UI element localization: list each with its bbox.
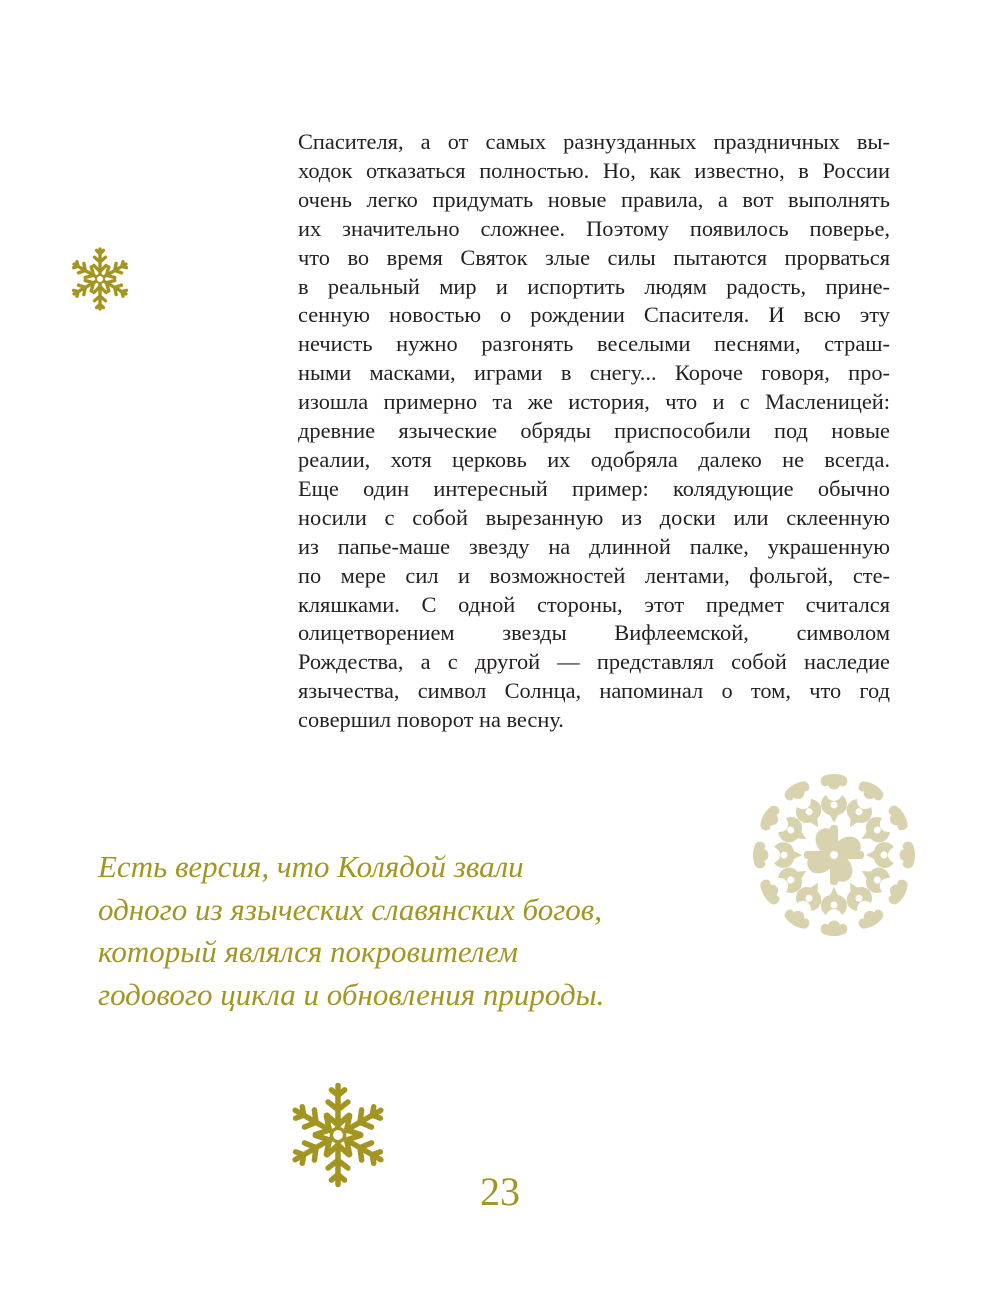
snowflake-icon — [283, 1080, 393, 1190]
body-line: из папье-маше звезду на длинной палке, украшенную — [298, 533, 890, 559]
body-line: очень легко придумать новые правила, а вот выполнять — [298, 186, 890, 212]
body-line: Рождества, а с другой — представлял собой наследие — [298, 649, 890, 675]
body-line: Еще один интересный пример: колядующие обычно — [298, 475, 890, 501]
body-line: их значительно сложнее. Поэтому появилось поверье, — [298, 215, 890, 241]
body-line: изошла примерно та же история, что и с Масленицей: — [298, 389, 890, 415]
quote-line: который являлся покровителем — [98, 934, 518, 969]
body-line: сенную новостью о рождении Спасителя. И всю эту — [298, 302, 890, 328]
body-line: Спасителя, а от самых разнузданных праздничных вы- — [298, 129, 890, 154]
body-line: по мере сил и возможностей лентами, фольгой, сте- — [298, 562, 890, 588]
quote-line: годового цикла и обновления природы. — [98, 976, 605, 1012]
body-line: ными масками, играми в снегу... Короче говоря, про- — [298, 360, 890, 386]
body-line: реалии, хотя церковь их одобряла далеко не всегда. — [298, 446, 890, 472]
round-ornament-icon — [752, 773, 916, 937]
body-line: носили с собой вырезанную из доски или склеенную — [298, 504, 890, 530]
pull-quote — [98, 846, 738, 1016]
quote-line: одного из языческих славянских богов, — [98, 891, 602, 927]
body-line: что во время Святок злые силы пытаются прорваться — [298, 244, 890, 270]
body-line: совершил поворот на весну. — [298, 707, 564, 733]
body-line: нечисть нужно разгонять веселыми песнями, страш- — [298, 331, 890, 357]
body-text — [298, 128, 890, 735]
body-line: ходок отказаться полностью. Но, как известно, в России — [298, 157, 890, 183]
snowflake-icon — [66, 245, 134, 313]
body-line: в реальный мир и испортить людям радость, прине- — [298, 273, 890, 299]
page-number: 23 — [480, 1169, 520, 1214]
body-line: кляшками. С одной стороны, этот предмет считался — [298, 591, 890, 617]
body-line: язычества, символ Солнца, напоминал о том, что год — [298, 678, 890, 704]
quote-line: Есть версия, что Колядой звали — [98, 849, 524, 884]
body-line: олицетворением звезды Вифлеемской, символом — [298, 620, 890, 646]
body-line: древние языческие обряды приспособили под новые — [298, 418, 890, 444]
